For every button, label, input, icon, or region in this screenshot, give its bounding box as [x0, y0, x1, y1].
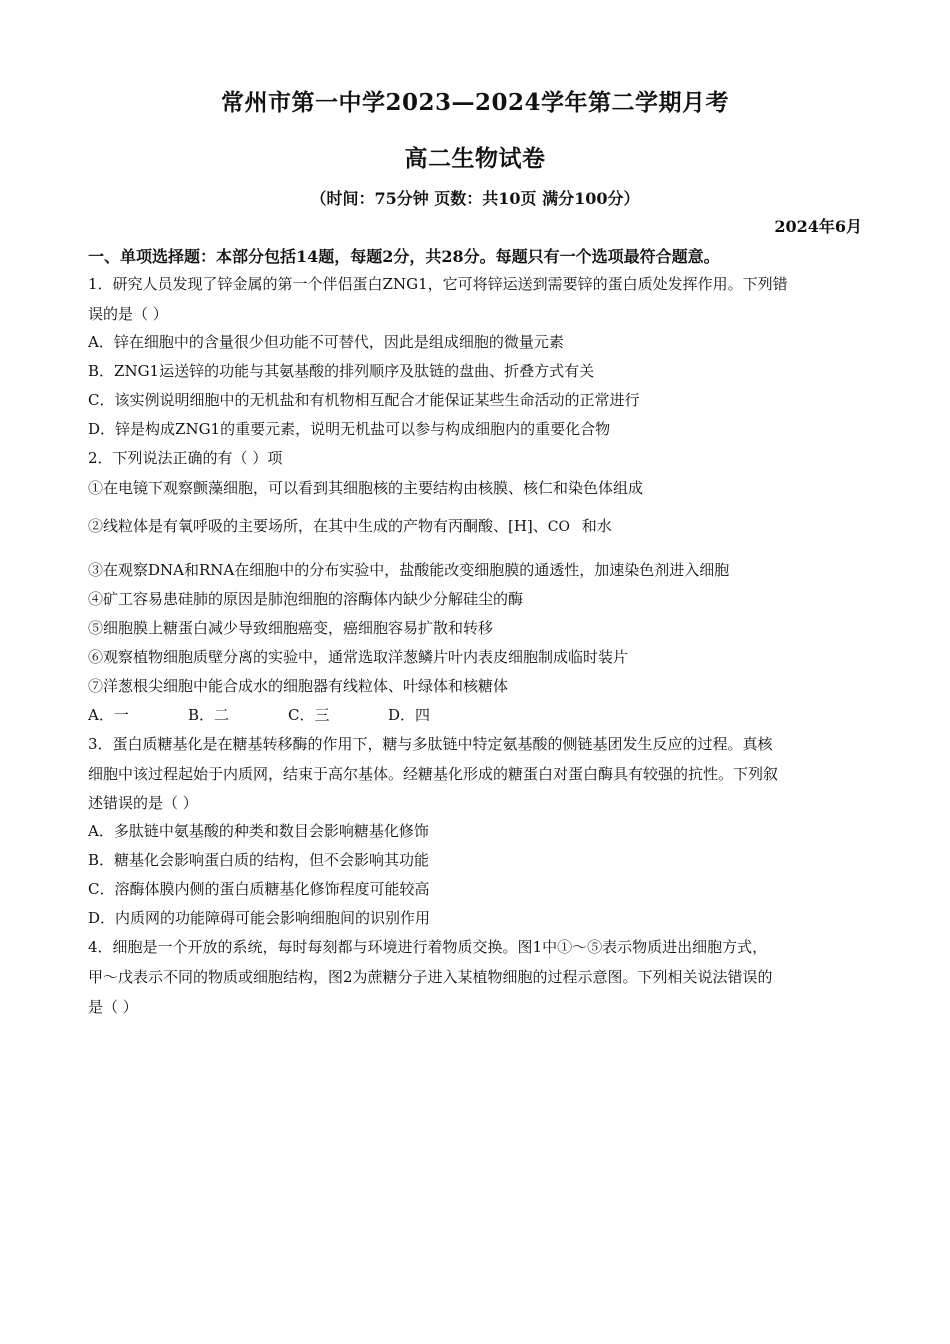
q2-item-6: ⑥观察植物细胞质壁分离的实验中，通常选取洋葱鳞片叶内表皮细胞制成临时装片: [88, 648, 629, 666]
q2-item-5: ⑤细胞膜上糖蛋白减少导致细胞癌变，癌细胞容易扩散和转移: [88, 619, 494, 637]
q2-option-c: C．三: [288, 706, 330, 724]
q3-option-a: A．多肽链中氨基酸的种类和数目会影响糖基化修饰: [88, 822, 429, 840]
q2-option-a: A．一: [88, 706, 129, 724]
exam-subtitle: 高二生物试卷: [404, 145, 546, 172]
q2-item-4: ④矿工容易患硅肺的原因是肺泡细胞的溶酶体内缺少分解硅尘的酶: [88, 590, 524, 608]
q1-stem-line1: 1．研究人员发现了锌金属的第一个伴侣蛋白ZNG1，它可将锌运送到需要锌的蛋白质处发挥作用。下列错: [88, 275, 788, 293]
section-heading: 一、单项选择题：本部分包括14题，每题2分，共28分。每题只有一个选项最符合题意。: [88, 247, 720, 266]
q2-options: [88, 705, 430, 725]
q2-item-3: ③在观察DNA和RNA在细胞中的分布实验中，盐酸能改变细胞膜的通透性，加速染色剂进入细胞: [88, 561, 730, 579]
q4-stem-line2: 甲～戊表示不同的物质或细胞结构，图2为蔗糖分子进入某植物细胞的过程示意图。下列相关说法错误的: [88, 968, 773, 986]
q2-option-d: D．四: [388, 706, 431, 724]
q2-item-2-post: 和水: [581, 517, 612, 535]
exam-title: 常州市第一中学2023—2024学年第二学期月考: [220, 89, 730, 116]
q2-option-b: B．二: [188, 706, 230, 724]
q1-option-a: A．锌在细胞中的含量很少但功能不可替代，因此是组成细胞的微量元素: [88, 333, 564, 351]
q3-stem-line3: 述错误的是（ ）: [88, 794, 198, 812]
q2-item-2: [88, 516, 612, 536]
q2-item-7: ⑦洋葱根尖细胞中能合成水的细胞器有线粒体、叶绿体和核糖体: [88, 677, 509, 695]
q1-option-b: B．ZNG1运送锌的功能与其氨基酸的排列顺序及肽链的盘曲、折叠方式有关: [88, 362, 595, 380]
q1-option-c: C．该实例说明细胞中的无机盐和有机物相互配合才能保证某些生命活动的正常进行: [88, 391, 640, 409]
exam-date: 2024年6月: [774, 217, 862, 236]
q1-option-d: D．锌是构成ZNG1的重要元素，说明无机盐可以参与构成细胞内的重要化合物: [88, 420, 611, 438]
q4-stem-line1: 4．细胞是一个开放的系统，每时每刻都与环境进行着物质交换。图1中①～⑤表示物质进出细胞方式，: [88, 938, 768, 956]
exam-meta: （时间：75分钟 页数：共10页 满分100分）: [310, 189, 640, 208]
q4-stem-line3: 是（ ）: [88, 998, 138, 1016]
q3-option-c: C．溶酶体膜内侧的蛋白质糖基化修饰程度可能较高: [88, 880, 430, 898]
q2-item-1: ①在电镜下观察颤藻细胞，可以看到其细胞核的主要结构由核膜、核仁和染色体组成: [88, 479, 644, 497]
q2-stem: 2．下列说法正确的有（ ）项: [88, 449, 283, 467]
q3-option-b: B．糖基化会影响蛋白质的结构，但不会影响其功能: [88, 851, 430, 869]
q2-item-2-pre: ②线粒体是有氧呼吸的主要场所，在其中生成的产物有丙酮酸、[H]、: [88, 517, 548, 535]
q3-option-d: D．内质网的功能障碍可能会影响细胞间的识别作用: [88, 909, 431, 927]
co2-formula-text: CO: [547, 519, 570, 535]
q1-stem-line2: 误的是（ ）: [88, 305, 168, 323]
q3-stem-line1: 3．蛋白质糖基化是在糖基转移酶的作用下，糖与多肽链中特定氨基酸的侧链基团发生反应的过程。真核: [88, 735, 773, 753]
q3-stem-line2: 细胞中该过程起始于内质网，结束于高尔基体。经糖基化形成的糖蛋白对蛋白酶具有较强的抗性。下列叙: [88, 765, 779, 783]
